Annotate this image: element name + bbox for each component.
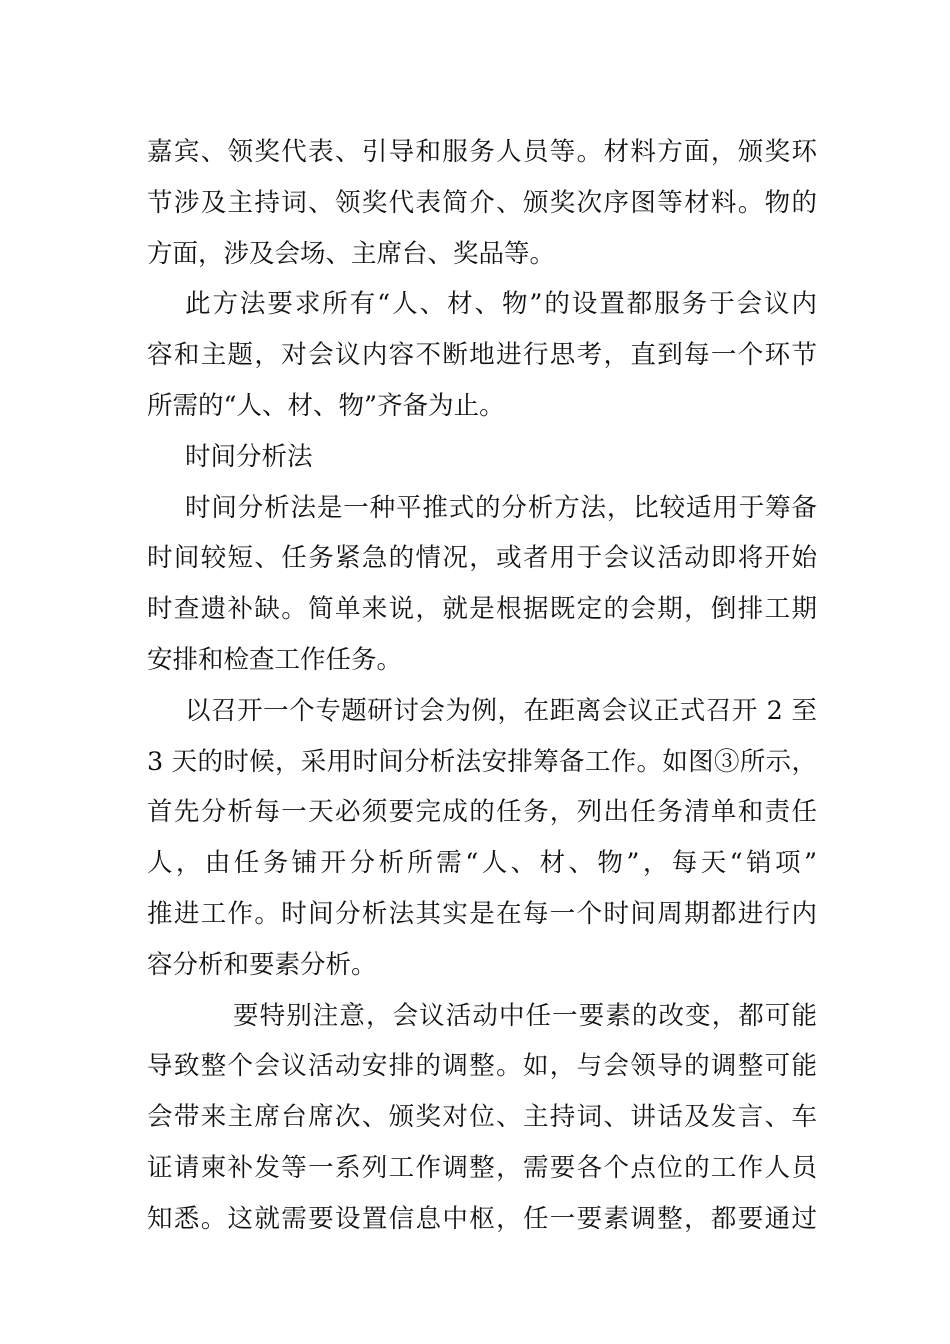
heading-text: 时间分析法: [185, 441, 313, 472]
text-line: 安排和检查工作任务。: [147, 644, 403, 675]
text-line: 嘉宾、领奖代表、引导和服务人员等。材料方面，颁奖环: [147, 137, 817, 167]
text-line: 方面，涉及会场、主席台、奖品等。: [147, 238, 556, 269]
paragraph: [147, 127, 817, 279]
text-line: 所需的“人、材、物”齐备为止。: [147, 390, 505, 421]
document-body: [147, 127, 817, 1245]
paragraph: [147, 991, 817, 1245]
text-line: 人，由任务铺开分析所需“人、材、物”，每天“销项”: [147, 848, 817, 879]
text-line: 容和主题，对会议内容不断地进行思考，直到每一个环节: [147, 340, 817, 371]
text-line: 此方法要求所有“人、材、物”的设置都服务于会议内: [185, 289, 817, 320]
text-line: 要特别注意，会议活动中任一要素的改变，都可能: [233, 1000, 817, 1031]
text-line: 知悉。这就需要设置信息中枢，任一要素调整，都要通过: [147, 1203, 817, 1234]
section-heading: [147, 432, 817, 483]
paragraph: [147, 483, 817, 686]
text-line: 会带来主席台席次、颁奖对位、主持词、讲话及发言、车: [147, 1102, 817, 1133]
text-line: 以召开一个专题研讨会为例，在距离会议正式召开 2 至: [185, 695, 817, 726]
text-line: 首先分析每一天必须要完成的任务，列出任务清单和责任: [147, 797, 817, 828]
text-line: 证请柬补发等一系列工作调整，需要各个点位的工作人员: [147, 1152, 817, 1183]
text-line: 时查遗补缺。简单来说，就是根据既定的会期，倒排工期: [147, 594, 817, 625]
text-line: 时间较短、任务紧急的情况，或者用于会议活动即将开始: [147, 543, 817, 574]
text-line: 时间分析法是一种平推式的分析方法，比较适用于筹备: [185, 492, 817, 523]
paragraph: [147, 686, 817, 991]
text-line: 节涉及主持词、领奖代表简介、颁奖次序图等材料。物的: [147, 187, 817, 218]
text-line: 容分析和要素分析。: [147, 949, 377, 980]
paragraph: [147, 279, 817, 431]
text-line: 导致整个会议活动安排的调整。如，与会领导的调整可能: [147, 1051, 817, 1082]
text-line: 3 天的时候，采用时间分析法安排筹备工作。如图③所示，: [147, 746, 817, 777]
text-line: 推进工作。时间分析法其实是在每一个时间周期都进行内: [147, 898, 817, 929]
